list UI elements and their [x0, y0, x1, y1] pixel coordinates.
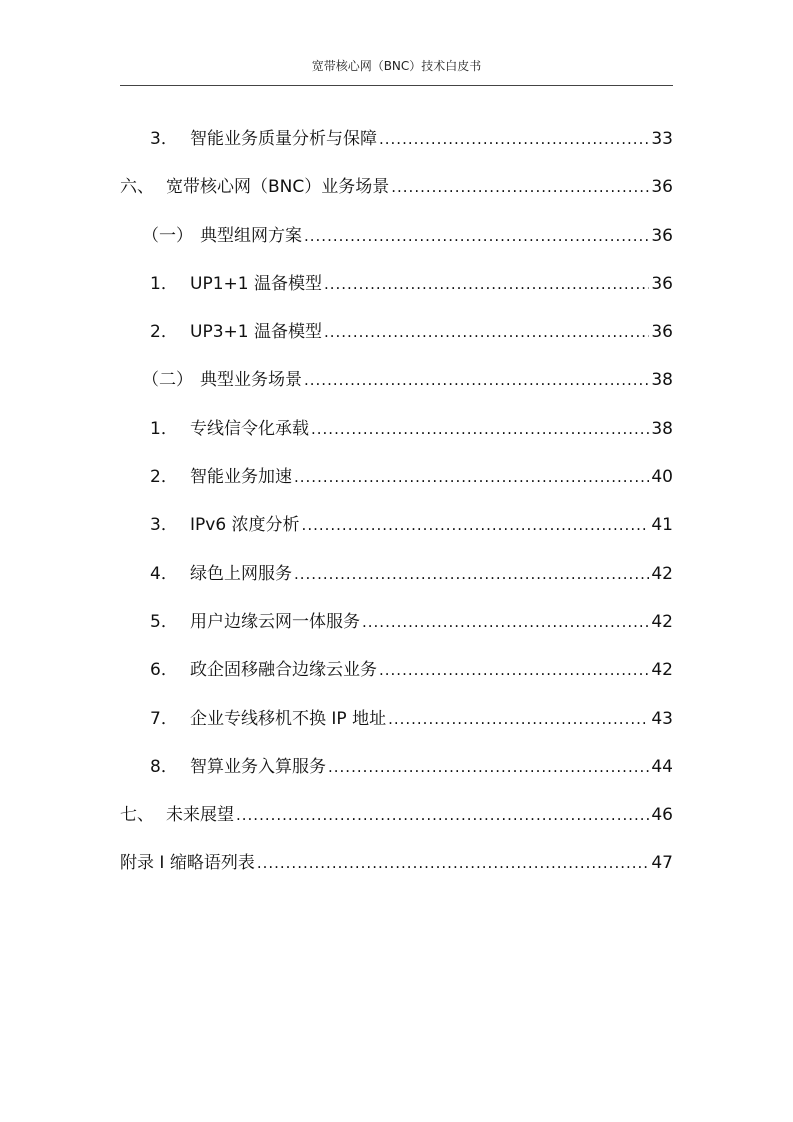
- toc-entry-number: 5．: [150, 612, 178, 632]
- toc-entry-page: 42: [651, 660, 673, 680]
- toc-entry-page: 38: [651, 419, 673, 439]
- toc-entry[interactable]: [150, 126, 673, 152]
- toc-entry-title: 绿色上网服务: [190, 564, 292, 584]
- toc-entry-number: 七、: [120, 805, 154, 825]
- toc-dot-leader: [294, 561, 649, 587]
- toc-dot-leader: [324, 319, 649, 345]
- toc-entry-number: 1．: [150, 274, 178, 294]
- toc-entry-title: 宽带核心网（BNC）业务场景: [166, 177, 390, 197]
- toc-dot-leader: [328, 754, 649, 780]
- toc-dot-leader: [362, 609, 649, 635]
- header-divider: [120, 85, 673, 86]
- toc-entry[interactable]: [150, 657, 673, 683]
- toc-entry-number: 3．: [150, 515, 178, 535]
- toc-entry[interactable]: [150, 271, 673, 297]
- toc-entry-title: 政企固移融合边缘云业务: [190, 660, 377, 680]
- toc-entry-title: 智算业务入算服务: [190, 757, 326, 777]
- toc-entry-page: 46: [651, 805, 673, 825]
- toc-entry-number: 2．: [150, 467, 178, 487]
- toc-dot-leader: [324, 271, 649, 297]
- toc-dot-leader: [388, 706, 649, 732]
- toc-dot-leader: [257, 850, 650, 876]
- toc-entry-title: 典型组网方案: [200, 226, 302, 246]
- toc-entry-title: 典型业务场景: [200, 370, 302, 390]
- toc-entry[interactable]: [150, 319, 673, 345]
- toc-entry[interactable]: [150, 464, 673, 490]
- toc-entry-title: IPv6 浓度分析: [190, 515, 300, 535]
- toc-entry[interactable]: [120, 802, 673, 828]
- toc-entry-page: 43: [651, 709, 673, 729]
- toc-entry-page: 47: [651, 853, 673, 873]
- toc-dot-leader: [294, 464, 649, 490]
- toc-dot-leader: [302, 512, 650, 538]
- toc-entry-page: 36: [651, 322, 673, 342]
- page-header: 宽带核心网（BNC）技术白皮书: [311, 59, 482, 73]
- toc-entry-number: （二）: [142, 370, 193, 390]
- toc-dot-leader: [236, 802, 649, 828]
- toc-entry-number: 8．: [150, 757, 178, 777]
- toc-dot-leader: [304, 367, 649, 393]
- toc-entry-page: 42: [651, 564, 673, 584]
- toc-entry-title: 用户边缘云网一体服务: [190, 612, 360, 632]
- toc-entry-number: 6．: [150, 660, 178, 680]
- toc-entry-page: 36: [651, 226, 673, 246]
- toc-entry-title: 智能业务质量分析与保障: [190, 129, 377, 149]
- toc-entry[interactable]: [120, 850, 673, 876]
- toc-entry[interactable]: [150, 512, 673, 538]
- toc-dot-leader: [379, 126, 649, 152]
- toc-dot-leader: [379, 657, 649, 683]
- toc-entry-page: 44: [651, 757, 673, 777]
- toc-entry[interactable]: [150, 754, 673, 780]
- toc-entry-title: 未来展望: [166, 805, 234, 825]
- toc-entry[interactable]: [150, 416, 673, 442]
- toc-entry-page: 36: [651, 274, 673, 294]
- toc-entry-number: 1．: [150, 419, 178, 439]
- toc-entry-page: 36: [651, 177, 673, 197]
- toc-entry[interactable]: [142, 223, 673, 249]
- toc-entry-number: 4．: [150, 564, 178, 584]
- toc-entry-title: 智能业务加速: [190, 467, 292, 487]
- toc-entry-page: 40: [651, 467, 673, 487]
- toc-entry-page: 42: [651, 612, 673, 632]
- toc-dot-leader: [304, 223, 649, 249]
- toc-entry-number: 7．: [150, 709, 178, 729]
- toc-entry[interactable]: [150, 706, 673, 732]
- toc-entry-title: 企业专线移机不换 IP 地址: [190, 709, 387, 729]
- toc-entry[interactable]: [142, 367, 673, 393]
- toc-dot-leader: [311, 416, 649, 442]
- toc-entry-title: UP1+1 温备模型: [190, 274, 322, 294]
- toc-entry-page: 41: [651, 515, 673, 535]
- toc-entry-number: 3．: [150, 129, 178, 149]
- toc-entry-number: 六、: [120, 177, 154, 197]
- toc-entry[interactable]: [150, 561, 673, 587]
- toc-entry-title: 专线信令化承载: [190, 419, 309, 439]
- toc-entry-number: （一）: [142, 226, 193, 246]
- toc-entry-number: 2．: [150, 322, 178, 342]
- toc-entry-title: UP3+1 温备模型: [190, 322, 322, 342]
- toc-entry-title: 附录 I 缩略语列表: [120, 853, 255, 873]
- toc-dot-leader: [391, 174, 649, 200]
- toc-entry-page: 38: [651, 370, 673, 390]
- toc-entry-page: 33: [651, 129, 673, 149]
- toc-entry[interactable]: [120, 174, 673, 200]
- toc-entry[interactable]: [150, 609, 673, 635]
